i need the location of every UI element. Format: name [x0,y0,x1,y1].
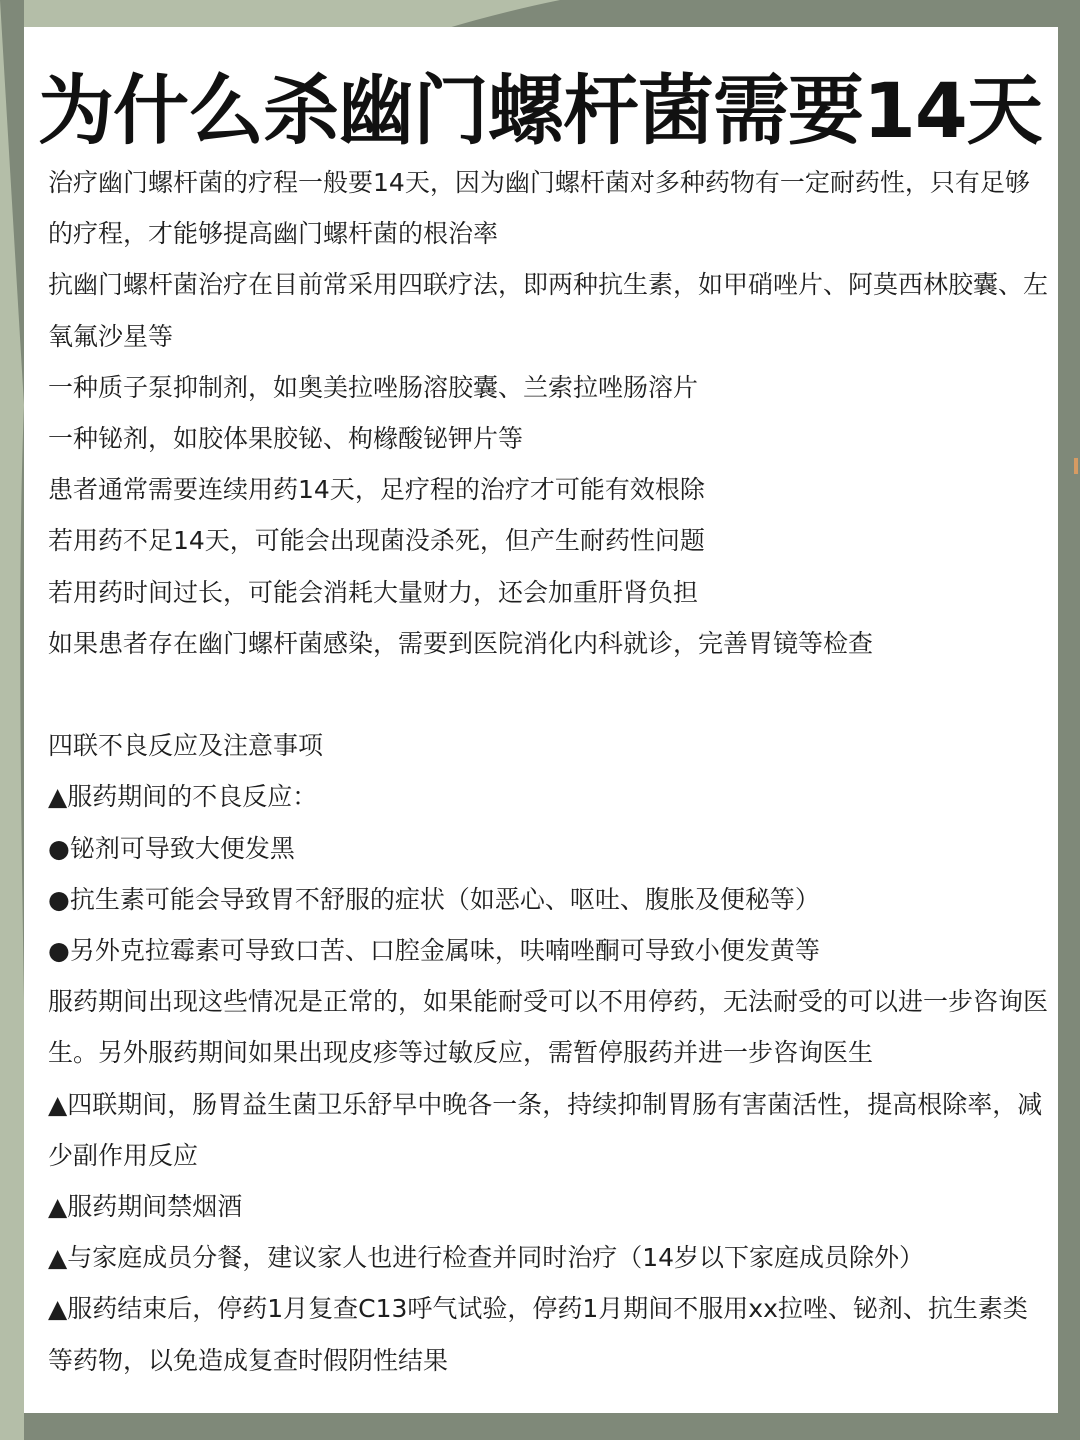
paragraph-treatment-course: 治疗幽门螺杆菌的疗程一般要14天，因为幽门螺杆菌对多种药物有一定耐药性，只有足够的疗程，才能够提高幽门螺杆菌的根治率 [48,168,1030,249]
paragraph-long-use: 若用药时间过长，可能会消耗大量财力，还会加重肝肾负担 [48,577,699,607]
tip-probiotics: ▲四联期间，肠胃益生菌卫乐舒早中晚各一条，持续抑制胃肠有害菌活性，提高根除率，减少副作用反应 [48,1089,1043,1170]
paragraph-proton-pump: 一种质子泵抑制剂，如奥美拉唑肠溶胶囊、兰索拉唑肠溶片 [48,372,699,402]
page-title: 为什么杀幽门螺杆菌需要14天 [38,66,1042,155]
edge-mark [1074,458,1078,474]
side-effect-bismuth: ●铋剂可导致大便发黑 [48,833,295,863]
article-body [48,157,1048,1386]
side-effect-clarithromycin: ●另外克拉霉素可导致口苦、口腔金属味，呋喃唑酮可导致小便发黄等 [48,936,820,966]
tip-recheck-test: ▲服药结束后，停药1月复查C13呼气试验，停药1月期间不服用xx拉唑、铋剂、抗生素类等药物，以免造成复查时假阴性结果 [48,1294,1028,1375]
paragraph-bismuth: 一种铋剂，如胶体果胶铋、枸橼酸铋钾片等 [48,424,524,454]
paragraph-quadruple-therapy: 抗幽门螺杆菌治疗在目前常采用四联疗法，即两种抗生素，如甲硝唑片、阿莫西林胶囊、左氧氟沙星等 [48,270,1049,351]
side-effects-heading: ▲服药期间的不良反应： [48,782,318,812]
tip-family-separate-meals: ▲与家庭成员分餐，建议家人也进行检查并同时治疗（14岁以下家庭成员除外） [48,1243,925,1273]
section-heading: 四联不良反应及注意事项 [48,731,324,761]
paragraph-insufficient-use: 若用药不足14天，可能会出现菌没杀死，但产生耐药性问题 [48,526,705,556]
paragraph-spacer [48,669,1048,720]
paragraph-hospital-visit: 如果患者存在幽门螺杆菌感染，需要到医院消化内科就诊，完善胃镜等检查 [48,628,874,658]
side-effects-note: 服药期间出现这些情况是正常的，如果能耐受可以不用停药，无法耐受的可以进一步咨询医生。另外服药期间如果出现皮疹等过敏反应，需暂停服药并进一步咨询医生 [48,987,1049,1068]
paragraph-continuous-use: 患者通常需要连续用药14天，足疗程的治疗才可能有效根除 [48,475,705,505]
tip-no-smoking-drinking: ▲服药期间禁烟酒 [48,1192,243,1222]
side-effect-antibiotics: ●抗生素可能会导致胃不舒服的症状（如恶心、呕吐、腹胀及便秘等） [48,884,820,914]
